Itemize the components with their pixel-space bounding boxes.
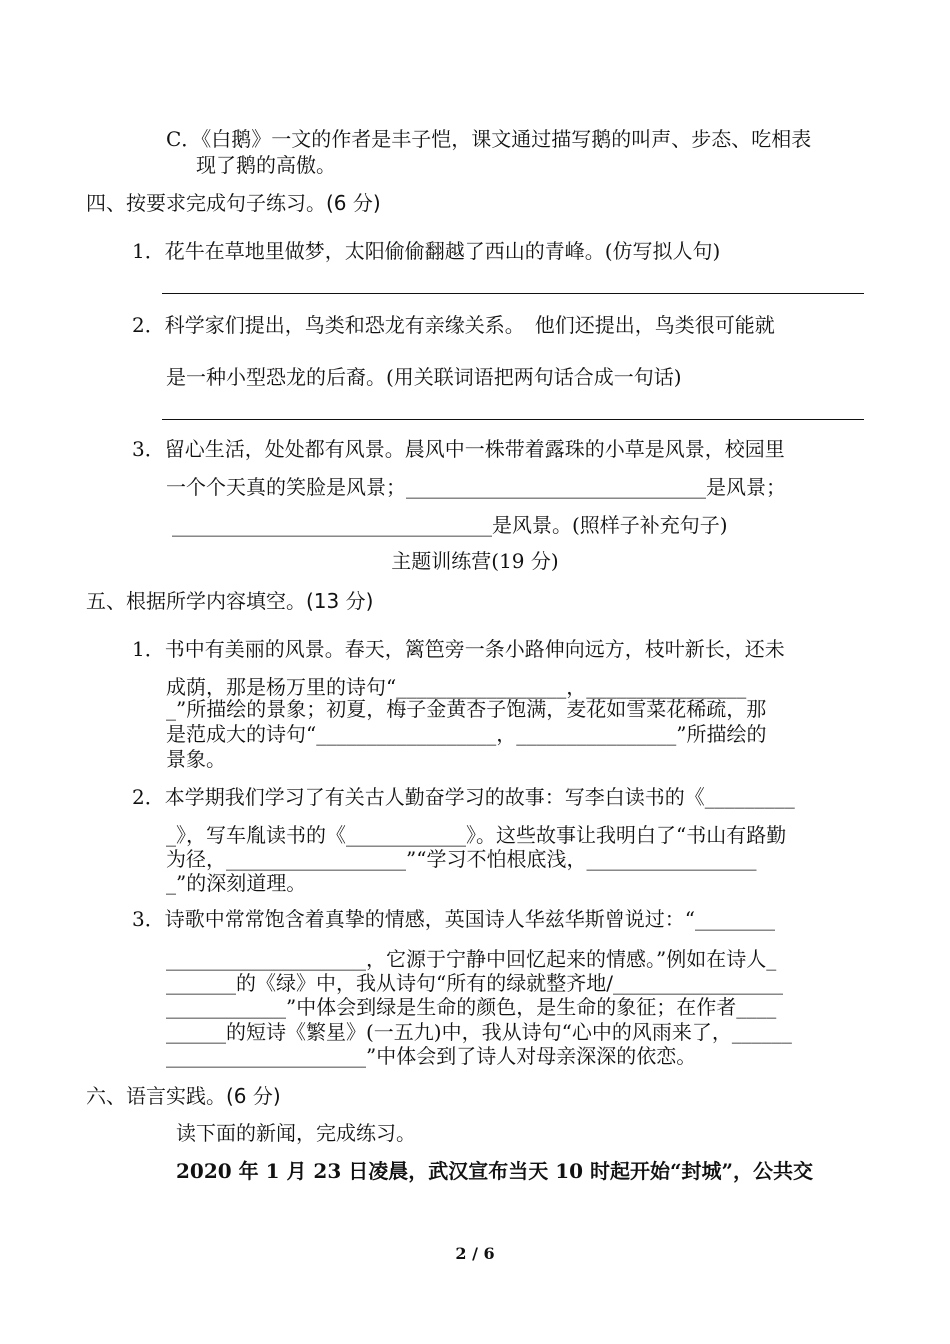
page-number: 2 / 6 bbox=[455, 1244, 495, 1263]
question-5-2-line4: _”的深刻道理。 bbox=[166, 871, 307, 895]
c-option-line2: 现了鹅的高傲。 bbox=[196, 153, 336, 177]
question-5-3-line3: _______的《绿》中，我从诗句“所有的绿就整齐地/_________________ bbox=[166, 971, 783, 995]
question-5-1-line3: _”所描绘的景象；初夏，梅子金黄杏子饱满，麦花如雪菜花稀疏，那 bbox=[166, 697, 767, 721]
question-5-2-line1: 2．本学期我们学习了有关古人勤奋学习的故事：写李白读书的《_________ bbox=[132, 785, 795, 809]
question-4-2-line1: 2．科学家们提出，鸟类和恐龙有亲缘关系。 他们还提出，鸟类很可能就 bbox=[132, 313, 775, 337]
question-4-3-line1: 3．留心生活，处处都有风景。晨风中一株带着露珠的小草是风景，校园里 bbox=[132, 437, 785, 461]
question-5-1-line4: 是范成大的诗句“__________________，________________”所描绘的 bbox=[166, 722, 767, 746]
question-5-1-line5: 景象。 bbox=[166, 747, 226, 771]
theme-title: 主题训练营(19 分) bbox=[391, 549, 559, 573]
c-option-line1: C．《白鹅》一文的作者是丰子恺，课文通过描写鹅的叫声、步态、吃相表 bbox=[166, 127, 812, 151]
question-5-3-line6: ____________________”中体会到了诗人对母亲深深的依恋。 bbox=[166, 1044, 697, 1068]
question-4-2-line2: 是一种小型恐龙的后裔。(用关联词语把两句话合成一句话) bbox=[166, 365, 682, 389]
question-5-3-line2: ____________________，它源于宁静中回忆起来的情感。”例如在诗人_ bbox=[166, 947, 777, 971]
section-4-heading: 四、按要求完成句子练习。(6 分) bbox=[86, 191, 381, 215]
question-4-3-line3: ________________________________是风景。(照样子补充句子) bbox=[172, 513, 728, 537]
answer-line-4-1 bbox=[162, 293, 864, 294]
section-5-heading: 五、根据所学内容填空。(13 分) bbox=[86, 589, 374, 613]
section-6-heading: 六、语言实践。(6 分) bbox=[86, 1084, 281, 1108]
question-4-1: 1．花牛在草地里做梦，太阳偷偷翻越了西山的青峰。(仿写拟人句) bbox=[132, 239, 721, 263]
answer-line-4-2 bbox=[162, 419, 864, 420]
question-5-1-line2: 成荫，那是杨万里的诗句“_________________，________________ bbox=[166, 675, 747, 699]
question-5-3-line5: ______的短诗《繁星》(一五九)中，我从诗句“心中的风雨来了，______ bbox=[166, 1020, 792, 1044]
question-4-3-line2: 一个个天真的笑脸是风景；______________________________是风景； bbox=[166, 475, 786, 499]
question-5-3-line1: 3．诗歌中常常饱含着真挚的情感，英国诗人华兹华斯曾说过：“________ bbox=[132, 907, 775, 931]
question-5-2-line3: 为径，__________________”“学习不怕根底浅，_________________ bbox=[166, 847, 757, 871]
section-6-intro: 读下面的新闻，完成练习。 bbox=[176, 1121, 416, 1145]
question-5-2-line2: _》，写车胤读书的《____________》。这些故事让我明白了“书山有路勤 bbox=[166, 823, 787, 847]
question-5-1-line1: 1．书中有美丽的风景。春天，篱笆旁一条小路伸向远方，枝叶新长，还未 bbox=[132, 637, 785, 661]
question-5-3-line4: ____________”中体会到绿是生命的颜色，是生命的象征；在作者____ bbox=[166, 995, 777, 1019]
news-paragraph: 2020 年 1 月 23 日凌晨，武汉宣布当天 10 时起开始“封城”，公共交 bbox=[176, 1159, 813, 1183]
